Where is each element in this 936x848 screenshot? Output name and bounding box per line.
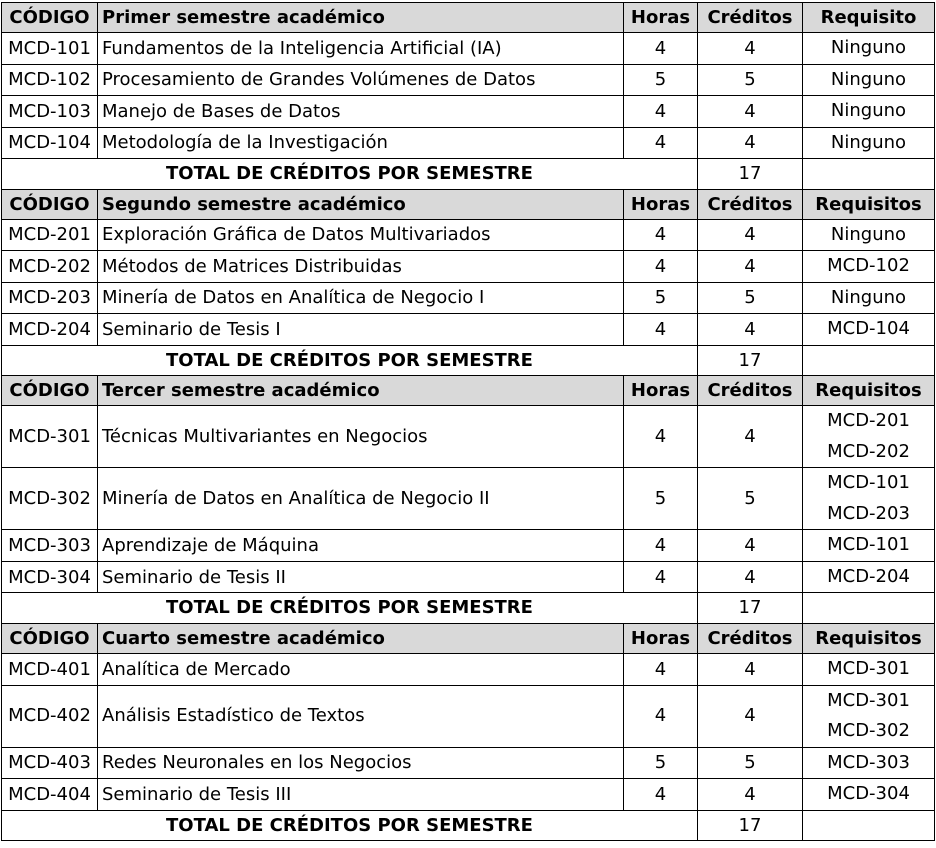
header-requirements: Requisitos (803, 376, 935, 406)
course-row (2, 251, 935, 283)
requirement-item: MCD-303 (827, 751, 910, 773)
course-requirements (803, 282, 935, 314)
semester-header-row (2, 376, 935, 406)
course-name: Exploración Gráfica de Datos Multivariados (98, 219, 624, 251)
course-code: MCD-201 (2, 219, 98, 251)
course-requirements (803, 561, 935, 593)
course-credits: 5 (698, 282, 803, 314)
course-name: Procesamiento de Grandes Volúmenes de Datos (98, 64, 624, 96)
requirement-item: MCD-204 (827, 565, 910, 587)
course-requirements (803, 685, 935, 747)
course-hours: 4 (624, 96, 698, 128)
requirement-item: MCD-301 (827, 689, 910, 711)
requirement-item: MCD-102 (827, 255, 910, 277)
header-code: CÓDIGO (2, 623, 98, 653)
course-requirements (803, 747, 935, 779)
header-credits: Créditos (698, 623, 803, 653)
semester-total-row (2, 345, 935, 375)
course-requirements (803, 314, 935, 346)
total-empty-cell (803, 159, 935, 189)
course-row (2, 96, 935, 128)
course-requirements (803, 654, 935, 686)
header-code: CÓDIGO (2, 189, 98, 219)
course-name: Metodología de la Investigación (98, 127, 624, 159)
course-name: Técnicas Multivariantes en Negocios (98, 406, 624, 468)
course-credits: 5 (698, 747, 803, 779)
semester-title: Segundo semestre académico (98, 189, 624, 219)
course-code: MCD-102 (2, 64, 98, 96)
course-row (2, 219, 935, 251)
course-code: MCD-401 (2, 654, 98, 686)
course-credits: 4 (698, 779, 803, 811)
requirement-item: MCD-203 (827, 502, 910, 524)
course-name: Seminario de Tesis I (98, 314, 624, 346)
total-credits-label: TOTAL DE CRÉDITOS POR SEMESTRE (2, 810, 698, 840)
course-row (2, 561, 935, 593)
total-credits-value: 17 (698, 810, 803, 840)
requirement-item: Ninguno (830, 223, 907, 245)
course-credits: 4 (698, 685, 803, 747)
course-hours: 4 (624, 406, 698, 468)
requirement-item: Ninguno (830, 37, 907, 59)
total-empty-cell (803, 593, 935, 623)
course-name: Fundamentos de la Inteligencia Artificial (IA) (98, 33, 624, 65)
course-hours: 4 (624, 654, 698, 686)
course-row (2, 406, 935, 468)
course-requirements (803, 406, 935, 468)
course-hours: 4 (624, 530, 698, 562)
course-code: MCD-303 (2, 530, 98, 562)
course-hours: 4 (624, 779, 698, 811)
total-credits-value: 17 (698, 593, 803, 623)
header-hours: Horas (624, 189, 698, 219)
course-credits: 4 (698, 33, 803, 65)
course-hours: 5 (624, 468, 698, 530)
header-code: CÓDIGO (2, 3, 98, 33)
course-name: Aprendizaje de Máquina (98, 530, 624, 562)
course-hours: 4 (624, 219, 698, 251)
requirement-item: MCD-101 (827, 472, 910, 494)
course-row (2, 282, 935, 314)
requirement-item: Ninguno (830, 131, 907, 153)
requirement-item: Ninguno (830, 286, 907, 308)
course-row (2, 779, 935, 811)
course-credits: 4 (698, 96, 803, 128)
semester-title: Primer semestre académico (98, 3, 624, 33)
course-code: MCD-203 (2, 282, 98, 314)
course-credits: 5 (698, 468, 803, 530)
course-code: MCD-304 (2, 561, 98, 593)
course-requirements (803, 251, 935, 283)
course-code: MCD-104 (2, 127, 98, 159)
course-requirements (803, 96, 935, 128)
course-code: MCD-103 (2, 96, 98, 128)
semester-total-row (2, 159, 935, 189)
total-credits-label: TOTAL DE CRÉDITOS POR SEMESTRE (2, 159, 698, 189)
course-credits: 4 (698, 654, 803, 686)
course-row (2, 685, 935, 747)
header-requirements: Requisitos (803, 623, 935, 653)
total-empty-cell (803, 810, 935, 840)
course-credits: 4 (698, 530, 803, 562)
course-row (2, 127, 935, 159)
requirement-item: MCD-202 (827, 440, 910, 462)
course-credits: 4 (698, 127, 803, 159)
header-credits: Créditos (698, 376, 803, 406)
course-hours: 5 (624, 747, 698, 779)
course-row (2, 747, 935, 779)
requirement-item: MCD-304 (827, 783, 910, 805)
requirement-item: MCD-302 (827, 720, 910, 742)
course-name: Minería de Datos en Analítica de Negocio II (98, 468, 624, 530)
curriculum-table (1, 2, 935, 841)
course-code: MCD-101 (2, 33, 98, 65)
course-code: MCD-202 (2, 251, 98, 283)
requirement-item: MCD-101 (827, 534, 910, 556)
course-row (2, 654, 935, 686)
semester-header-row (2, 189, 935, 219)
header-credits: Créditos (698, 3, 803, 33)
course-name: Análisis Estadístico de Textos (98, 685, 624, 747)
course-credits: 4 (698, 406, 803, 468)
total-empty-cell (803, 345, 935, 375)
course-row (2, 314, 935, 346)
header-code: CÓDIGO (2, 376, 98, 406)
course-credits: 5 (698, 64, 803, 96)
course-requirements (803, 468, 935, 530)
course-hours: 5 (624, 64, 698, 96)
header-hours: Horas (624, 3, 698, 33)
total-credits-label: TOTAL DE CRÉDITOS POR SEMESTRE (2, 593, 698, 623)
course-code: MCD-301 (2, 406, 98, 468)
course-row (2, 33, 935, 65)
course-name: Redes Neuronales en los Negocios (98, 747, 624, 779)
course-name: Métodos de Matrices Distribuidas (98, 251, 624, 283)
course-requirements (803, 219, 935, 251)
course-hours: 4 (624, 685, 698, 747)
course-requirements (803, 64, 935, 96)
total-credits-label: TOTAL DE CRÉDITOS POR SEMESTRE (2, 345, 698, 375)
course-requirements (803, 33, 935, 65)
course-requirements (803, 779, 935, 811)
total-credits-value: 17 (698, 345, 803, 375)
requirement-item: Ninguno (830, 68, 907, 90)
course-requirements (803, 530, 935, 562)
requirement-item: MCD-104 (827, 318, 910, 340)
course-code: MCD-204 (2, 314, 98, 346)
semester-total-row (2, 593, 935, 623)
course-name: Minería de Datos en Analítica de Negocio I (98, 282, 624, 314)
course-credits: 4 (698, 561, 803, 593)
semester-title: Cuarto semestre académico (98, 623, 624, 653)
course-name: Seminario de Tesis III (98, 779, 624, 811)
course-hours: 5 (624, 282, 698, 314)
semester-header-row (2, 623, 935, 653)
course-code: MCD-402 (2, 685, 98, 747)
course-row (2, 468, 935, 530)
header-requirements: Requisitos (803, 189, 935, 219)
requirement-item: MCD-301 (827, 658, 910, 680)
requirement-item: Ninguno (830, 100, 907, 122)
header-credits: Créditos (698, 189, 803, 219)
header-hours: Horas (624, 376, 698, 406)
course-name: Analítica de Mercado (98, 654, 624, 686)
semester-title: Tercer semestre académico (98, 376, 624, 406)
course-hours: 4 (624, 251, 698, 283)
header-hours: Horas (624, 623, 698, 653)
course-code: MCD-302 (2, 468, 98, 530)
course-name: Manejo de Bases de Datos (98, 96, 624, 128)
course-hours: 4 (624, 33, 698, 65)
course-credits: 4 (698, 219, 803, 251)
course-code: MCD-404 (2, 779, 98, 811)
course-credits: 4 (698, 314, 803, 346)
total-credits-value: 17 (698, 159, 803, 189)
course-name: Seminario de Tesis II (98, 561, 624, 593)
course-row (2, 64, 935, 96)
course-requirements (803, 127, 935, 159)
header-requirements: Requisito (803, 3, 935, 33)
course-code: MCD-403 (2, 747, 98, 779)
course-hours: 4 (624, 314, 698, 346)
semester-total-row (2, 810, 935, 840)
course-credits: 4 (698, 251, 803, 283)
course-hours: 4 (624, 127, 698, 159)
requirement-item: MCD-201 (827, 410, 910, 432)
course-row (2, 530, 935, 562)
course-hours: 4 (624, 561, 698, 593)
semester-header-row (2, 3, 935, 33)
